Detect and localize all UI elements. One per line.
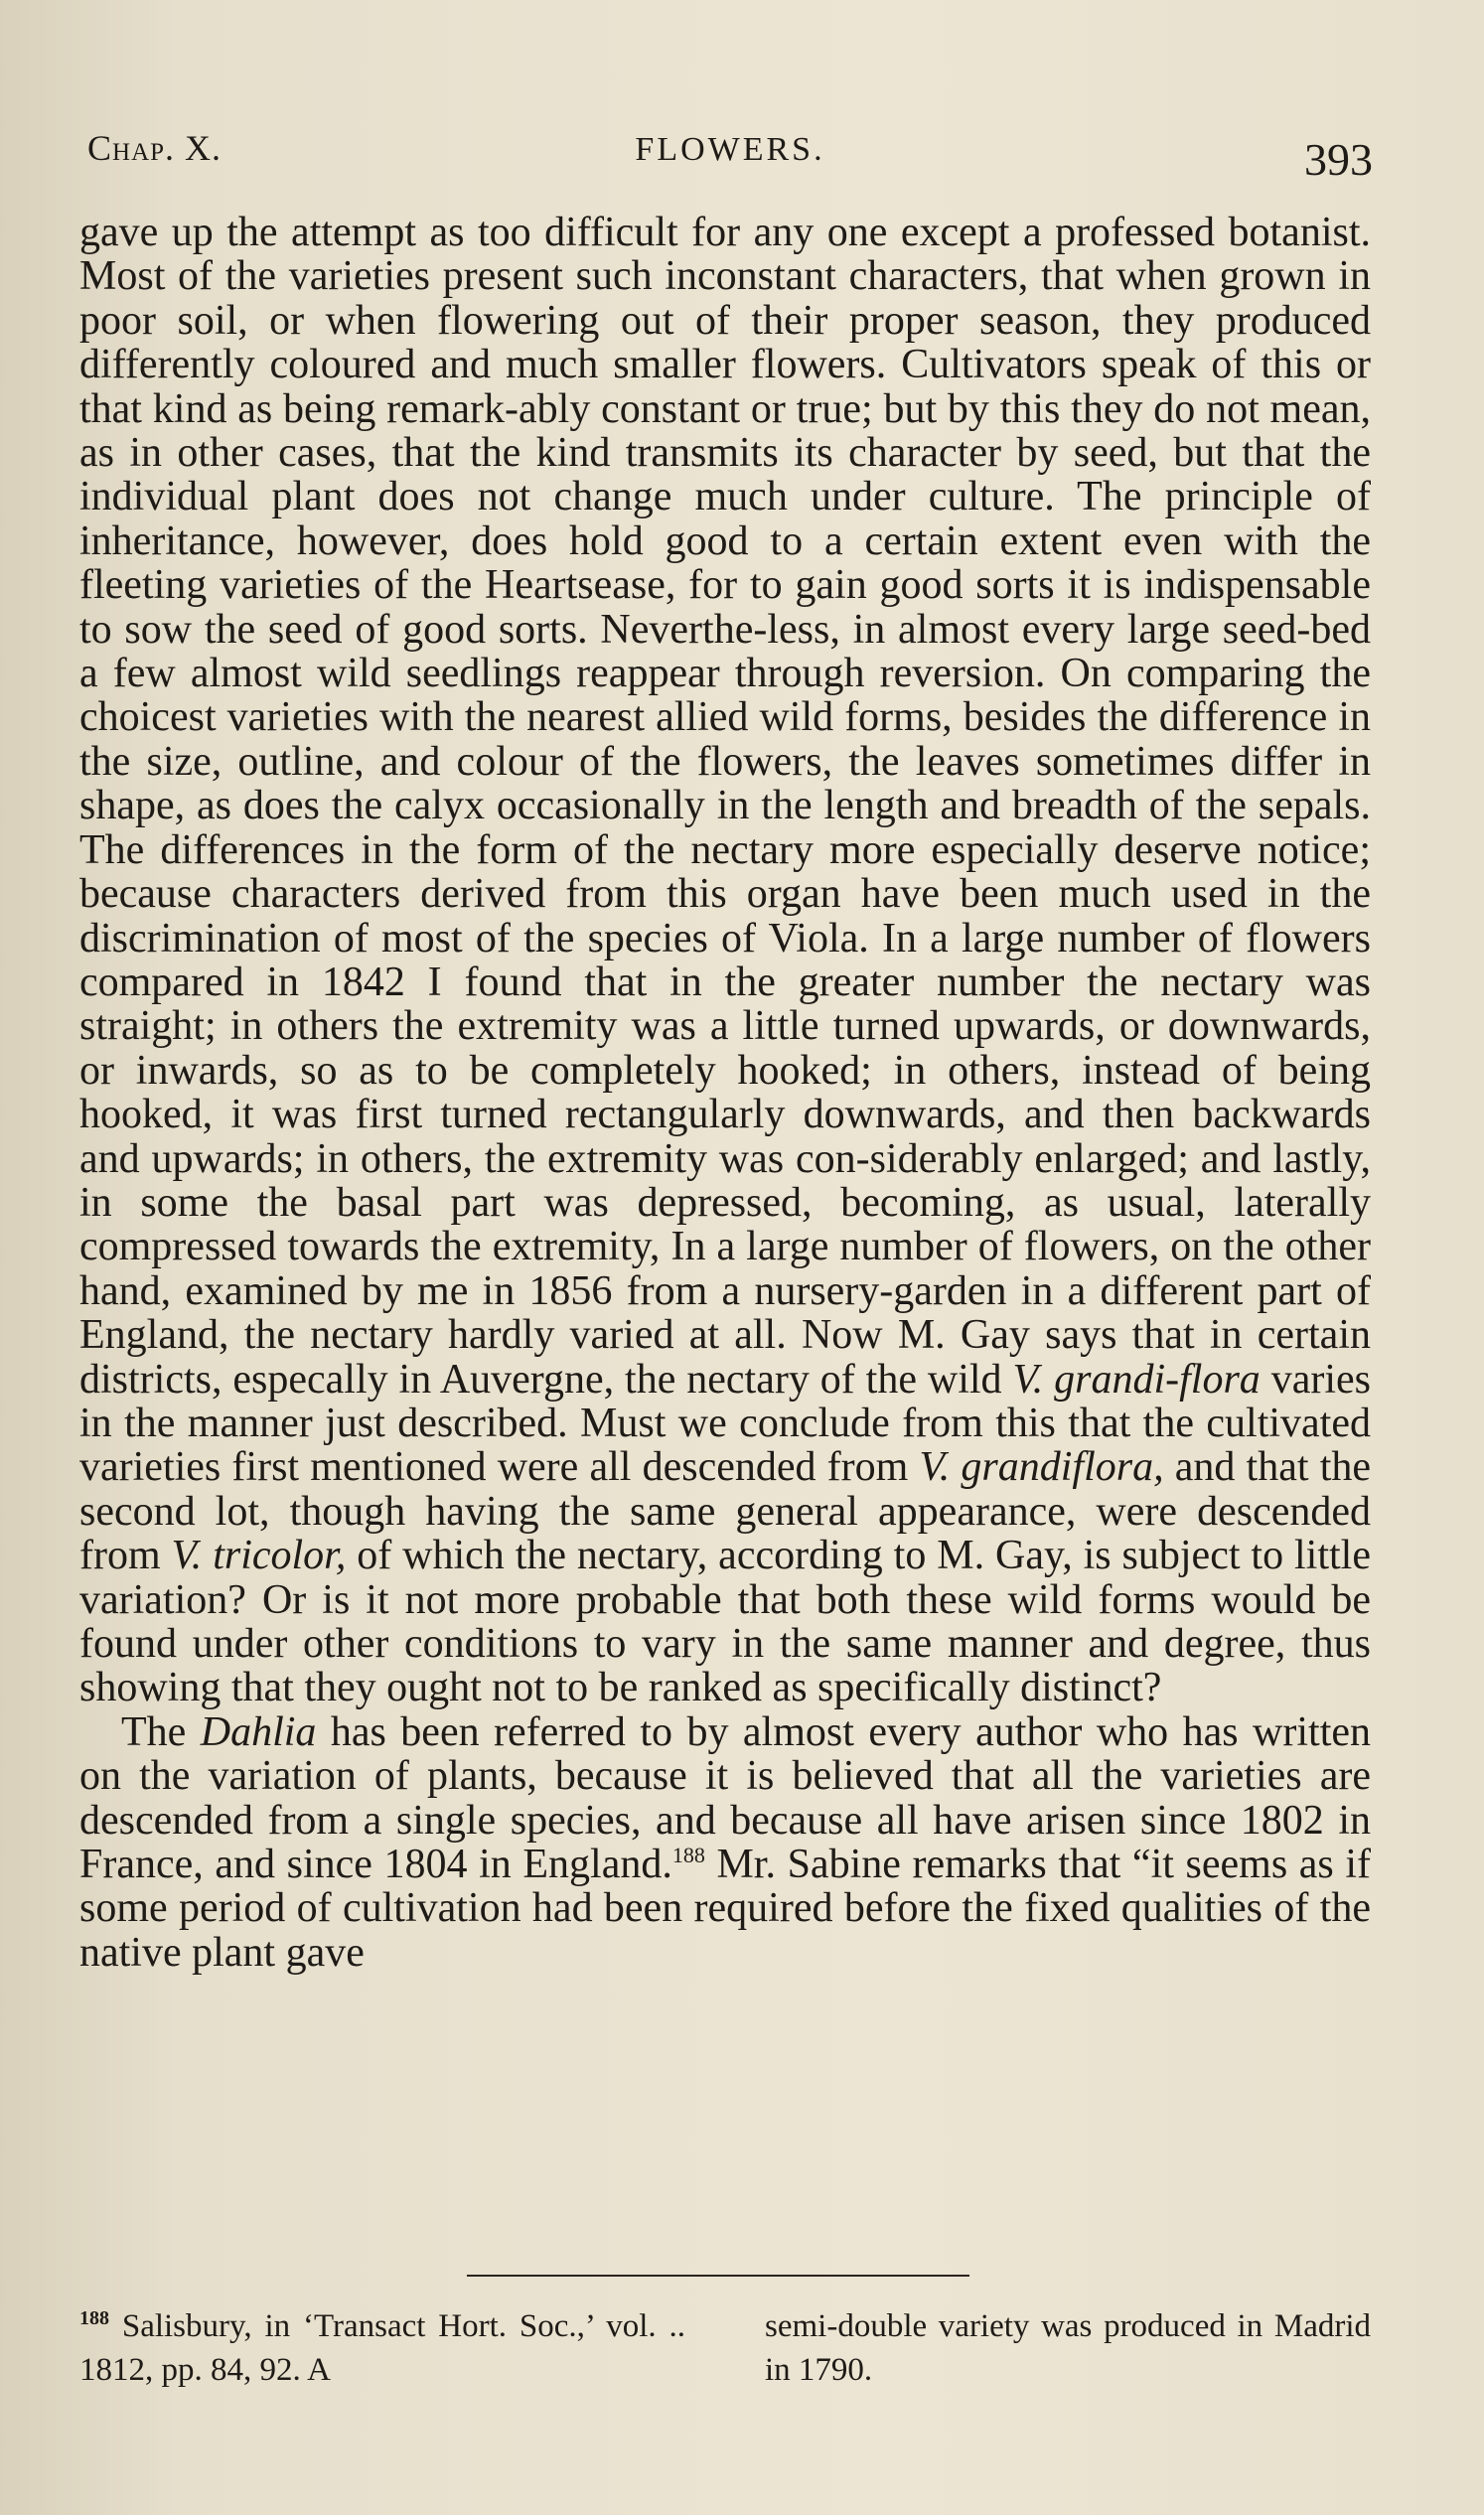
footnote-text: Salisbury, in ‘Transact Hort. Soc.,’ vol. .. 1812, pp. 84, 92. A (79, 2308, 685, 2388)
italic-species: V. grandi-flora (1012, 1356, 1261, 1403)
paragraph-text: varies in the manner just described. Must we conclude from this that the cultivated varieties first mentioned were all descended from (79, 1356, 1371, 1491)
paragraph-dahlia (79, 1710, 1371, 1975)
footnote-188 (79, 2304, 1371, 2392)
footnote-reference: 188 (671, 1843, 705, 1868)
paragraph-text: The (121, 1708, 201, 1755)
footnote-column-right (765, 2304, 1371, 2392)
italic-species: V. tricolor, (171, 1533, 347, 1579)
paragraph-text: of which the nectary, according to M. Gay, is subject to little variation? Or is it not more probable that both these wild forms would be found under other conditions to vary in the same manner and degree, thus showing that they ought not to be ranked as specifically distinct? (79, 1533, 1371, 1711)
paragraph-text: gave up the attempt as too difficult for any one except a professed botanist. Most of the varieties present such inconstant characters, that when grown in poor soil, or when flowering out of their proper season, they produced differently coloured and much smaller flowers. Cultivators speak of this or that kind as being remark-ably constant or true; but by this they do not mean, as in other cases, that the kind transmits its character by seed, but that the individual plant does not change much under culture. The principle of inheritance, however, does hold good to a certain extent even with the fleeting varieties of the Heartsease, for to gain good sorts it is indispensable to sow the seed of good sorts. Neverthe-less, in almost every large seed-bed a few almost wild seedlings reappear through reversion. On comparing the choicest varieties with the nearest allied wild forms, besides the difference in the size, outline, and colour of the flowers, the leaves sometimes differ in shape, as does the calyx occasionally in the length and breadth of the sepals. The differences in the form of the nectary more especially deserve notice; because characters derived from this organ have been much used in the discrimination of most of the species of Viola. In a large number of flowers compared in 1842 I found that in the greater number the nectary was straight; in others the extremity was a little turned upwards, or downwards, or inwards, so as to be completely hooked; in others, instead of being hooked, it was first turned rectangularly downwards, and then backwards and upwards; in others, the extremity was con-siderably enlarged; and lastly, in some the basal part was depressed, becoming, as usual, laterally compressed towards the extremity, In a large number of flowers, on the other hand, examined by me in 1856 from a nursery-garden in a different part of England, the nectary hardly varied at all. Now M. Gay says that in certain districts, especally in Auvergne, the nectary of the wild (79, 210, 1371, 1403)
chapter-label: Chap. X. (87, 128, 223, 168)
running-title: FLOWERS. (635, 131, 825, 168)
footnote-column-left (79, 2304, 685, 2392)
page-number: 393 (1304, 134, 1373, 185)
paragraph-heartsease (79, 211, 1371, 1710)
body-text (79, 211, 1371, 1975)
paragraph-text: and that the second lot, though having the same general appearance, were descended from (79, 1444, 1372, 1579)
italic-species: V. grandiflora, (919, 1444, 1164, 1491)
footnote-number: 188 (79, 2307, 109, 2329)
paragraph-text: Mr. Sabine remarks that “it seems as if some period of cultivation had been required before the fixed qualities of the native plant gave (79, 1842, 1372, 1976)
italic-genus: Dahlia (200, 1708, 317, 1755)
page-header (87, 119, 1373, 189)
paragraph-text: has been referred to by almost every author who has written on the variation of plants, because it is believed that all the varieties are descended from a single species, and because all have arisen since 1802 in France, and since 1804 in England. (79, 1708, 1372, 1888)
footnote-divider (467, 2275, 969, 2277)
footnote-text: semi-double variety was produced in Madrid in 1790. (765, 2308, 1371, 2388)
